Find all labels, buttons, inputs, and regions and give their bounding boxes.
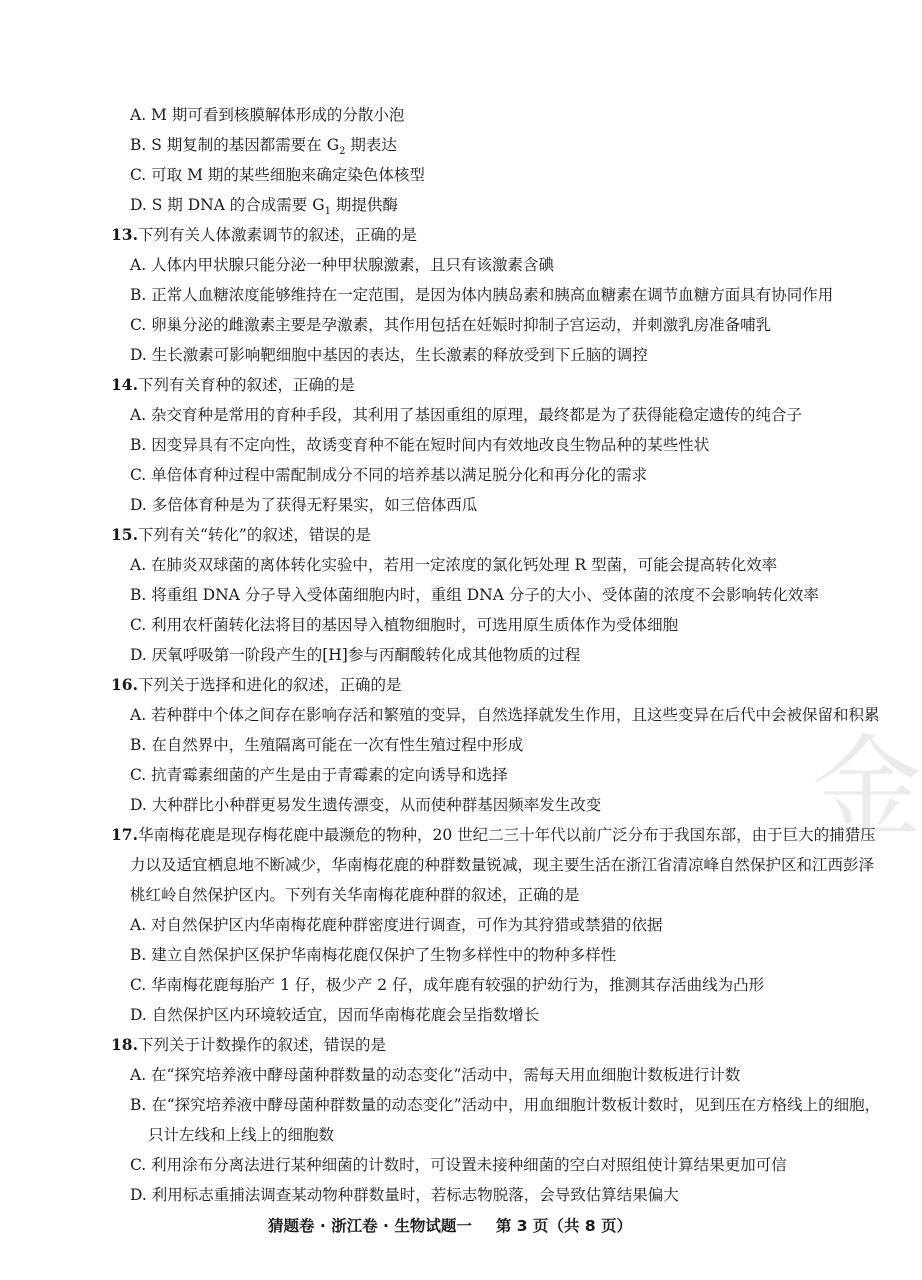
q13-option-d: D. 生长激素可影响靶细胞中基因的表达，生长激素的释放受到下丘脑的调控: [130, 346, 648, 364]
q14-option-c: C. 单倍体育种过程中需配制成分不同的培养基以满足脱分化和再分化的需求: [130, 466, 648, 484]
q18-stem: 18.下列关于计数操作的叙述，错误的是: [111, 1035, 386, 1054]
q18-option-b: B. 在“探究培养液中酵母菌种群数量的动态变化”活动中，用血细胞计数板计数时，见到压在方格线上的细胞，: [130, 1096, 881, 1114]
q13-option-c: C. 卵巢分泌的雌激素主要是孕激素，其作用包括在妊娠时抑制子宫运动，并刺激乳房准备哺乳: [130, 316, 772, 334]
q13-option-a: A. 人体内甲状腺只能分泌一种甲状腺激素，且只有该激素含碘: [130, 256, 555, 274]
watermark: 金: [812, 724, 922, 852]
q12-option-c: C. 可取 M 期的某些细胞来确定染色体核型: [130, 166, 425, 184]
q18-number: 18.: [111, 1035, 138, 1054]
q14-option-a: A. 杂交育种是常用的育种手段，其利用了基因重组的原理，最终都是为了获得能稳定遗传的纯合子: [130, 406, 803, 424]
q16-option-a: A. 若种群中个体之间存在影响存活和繁殖的变异，自然选择就发生作用，且这些变异在后代中会被保留和积累: [130, 706, 880, 724]
q15-number: 15.: [111, 525, 138, 544]
q15-option-a: A. 在肺炎双球菌的离体转化实验中，若用一定浓度的氯化钙处理 R 型菌，可能会提高转化效率: [130, 556, 778, 574]
q17-option-c: C. 华南梅花鹿每胎产 1 仔，极少产 2 仔，成年鹿有较强的护幼行为，推测其存活曲线为凸形: [130, 976, 765, 994]
q16-option-d: D. 大种群比小种群更易发生遗传漂变，从而使种群基因频率发生改变: [130, 796, 602, 814]
q17-stem-line-3: 桃红岭自然保护区内。下列有关华南梅花鹿种群的叙述，正确的是: [130, 886, 580, 904]
q15-option-d: D. 厌氧呼吸第一阶段产生的[H]参与丙酮酸转化成其他物质的过程: [130, 646, 581, 664]
q17-stem-line-2: 力以及适宜栖息地不断减少，华南梅花鹿的种群数量锐减，现主要生活在浙江省清凉峰自然保护区和江西彭泽: [130, 856, 875, 874]
q17-option-d: D. 自然保护区内环境较适宜，因而华南梅花鹿会呈指数增长: [130, 1006, 540, 1024]
q16-number: 16.: [111, 675, 138, 694]
footer-title: 猜题卷 · 浙江卷 · 生物试题一: [267, 1217, 472, 1235]
q17-stem-line-1: 17.华南梅花鹿是现存梅花鹿中最濒危的物种，20 世纪二三十年代以前广泛分布于我国东部，由于巨大的捕猎压: [111, 825, 876, 844]
q17-option-a: A. 对自然保护区内华南梅花鹿种群密度进行调查，可作为其狩猎或禁猎的依据: [130, 916, 663, 934]
q18-option-d: D. 利用标志重捕法调查某动物种群数量时，若标志物脱落，会导致估算结果偏大: [130, 1186, 679, 1204]
q14-stem: 14.下列有关育种的叙述，正确的是: [111, 375, 355, 394]
q17-option-b: B. 建立自然保护区保护华南梅花鹿仅保护了生物多样性中的物种多样性: [130, 946, 617, 964]
q18-option-b-continued: 只计左线和上线上的细胞数: [148, 1126, 335, 1144]
q12-option-a: A. M 期可看到核膜解体形成的分散小泡: [130, 106, 405, 124]
footer-page-number: 第 3 页（共 8 页）: [495, 1217, 633, 1235]
q13-stem: 13.下列有关人体激素调节的叙述，正确的是: [111, 225, 417, 244]
q12-option-b: B. S 期复制的基因都需要在 $G_2$ 期表达: [130, 136, 397, 158]
q14-number: 14.: [111, 375, 138, 394]
q14-option-d: D. 多倍体育种是为了获得无籽果实，如三倍体西瓜: [130, 496, 478, 514]
q12-option-d: D. S 期 DNA 的合成需要 $G_1$ 期提供酶: [130, 196, 398, 218]
q13-option-b: B. 正常人血糖浓度能够维持在一定范围，是因为体内胰岛素和胰高血糖素在调节血糖方面具有协同作用: [130, 286, 834, 304]
page-footer: [0, 1214, 900, 1238]
q18-option-a: A. 在“探究培养液中酵母菌种群数量的动态变化”活动中，需每天用血细胞计数板进行计数: [130, 1066, 741, 1084]
q17-number: 17.: [111, 825, 138, 844]
q15-option-b: B. 将重组 DNA 分子导入受体菌细胞内时，重组 DNA 分子的大小、受体菌的浓度不会影响转化效率: [130, 586, 819, 604]
q13-number: 13.: [111, 225, 138, 244]
q15-stem: 15.下列有关“转化”的叙述，错误的是: [111, 525, 371, 544]
q16-stem: 16.下列关于选择和进化的叙述，正确的是: [111, 675, 402, 694]
q16-option-c: C. 抗青霉素细菌的产生是由于青霉素的定向诱导和选择: [130, 766, 508, 784]
q16-option-b: B. 在自然界中，生殖隔离可能在一次有性生殖过程中形成: [130, 736, 524, 754]
q15-option-c: C. 利用农杆菌转化法将目的基因导入植物细胞时，可选用原生质体作为受体细胞: [130, 616, 679, 634]
q18-option-c: C. 利用涂布分离法进行某种细菌的计数时，可设置未接种细菌的空白对照组使计算结果更加可信: [130, 1156, 787, 1174]
q14-option-b: B. 因变异具有不定向性，故诱变育种不能在短时间内有效地改良生物品种的某些性状: [130, 436, 710, 454]
